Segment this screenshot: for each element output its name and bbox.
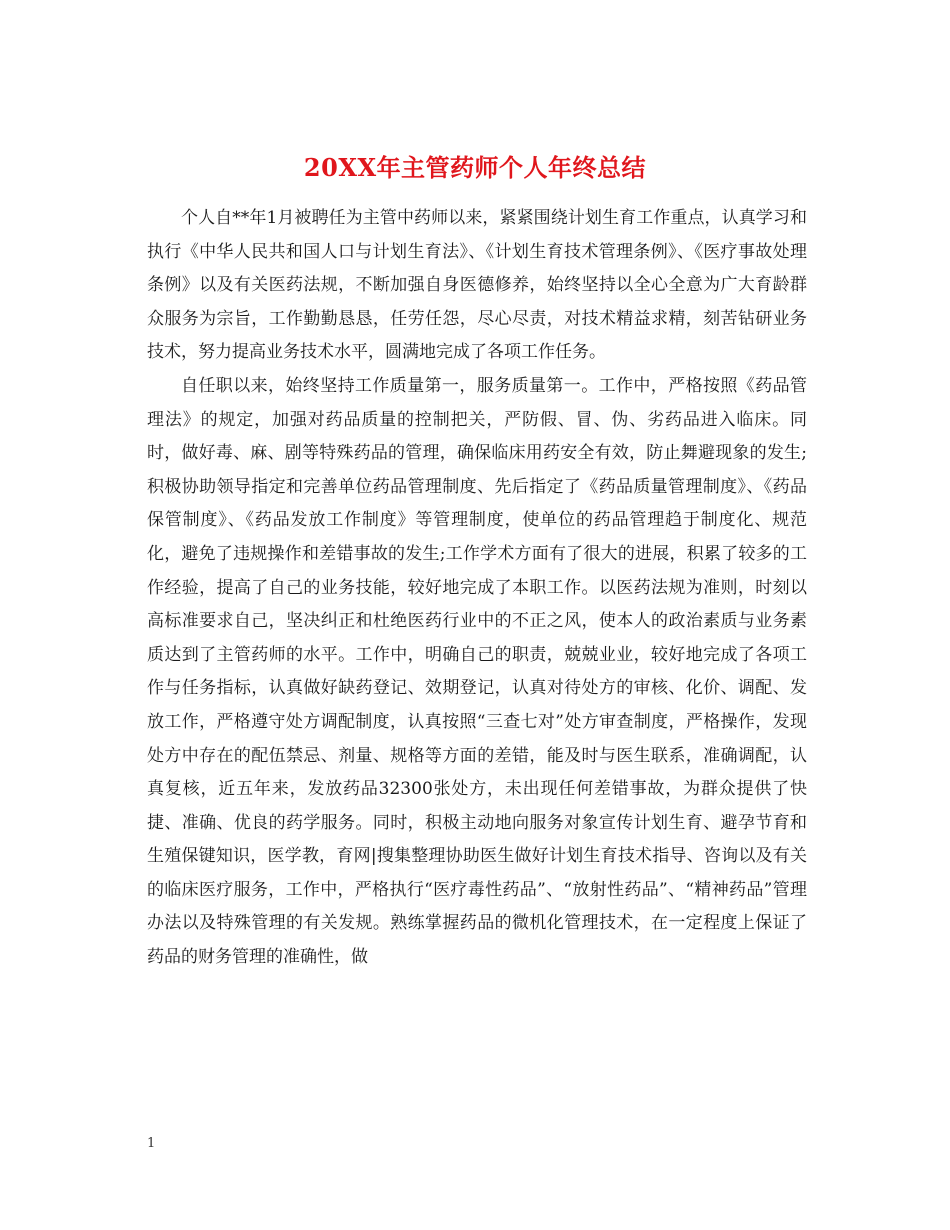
document-body bbox=[147, 202, 807, 975]
paragraph-2: 自任职以来，始终坚持工作质量第一，服务质量第一。工作中，严格按照《药品管理法》的规定，加强对药品质量的控制把关，严防假、冒、伪、劣药品进入临床。同时，做好毒、麻、剧等特殊药品的管理，确保临床用药安全有效，防止舞避现象的发生;积极协助领导指定和完善单位药品管理制度、先后指定了《药品质量管理制度》、《药品保管制度》、《药品发放工作制度》等管理制度，使单位的药品管理趋于制度化、规范化，避免了违规操作和差错事故的发生;工作学术方面有了很大的进展，积累了较多的工作经验，提高了自己的业务技能，较好地完成了本职工作。以医药法规为准则，时刻以高标准要求自己，坚决纠正和杜绝医药行业中的不正之风，使本人的政治素质与业务素质达到了主管药师的水平。工作中，明确自己的职责，兢兢业业，较好地完成了各项工作与任务指标，认真做好缺药登记、效期登记，认真对待处方的审核、化价、调配、发放工作，严格遵守处方调配制度，认真按照“三查七对”处方审查制度，严格操作，发现处方中存在的配伍禁忌、剂量、规格等方面的差错，能及时与医生联系，准确调配，认真复核，近五年来，发放药品32300张处方，未出现任何差错事故，为群众提供了快捷、准确、优良的药学服务。同时，积极主动地向服务对象宣传计划生育、避孕节育和生殖保键知识，医学教，育网|搜集整理协助医生做好计划生育技术指导、咨询以及有关的临床医疗服务，工作中，严格执行“医疗毒性药品”、“放射性药品”、“精神药品”管理办法以及特殊管理的有关发规。熟练掌握药品的微机化管理技术，在一定程度上保证了药品的财务管理的准确性，做 bbox=[147, 375, 807, 968]
page-number: 1 bbox=[147, 1136, 156, 1151]
document-title: 20XX年主管药师个人年终总结 bbox=[303, 153, 647, 183]
paragraph-1: 个人自**年1月被聘任为主管中药师以来，紧紧围绕计划生育工作重点，认真学习和执行《中华人民共和国人口与计划生育法》、《计划生育技术管理条例》、《医疗事故处理条例》以及有关医药法规，不断加强自身医德修养，始终坚持以全心全意为广大育龄群众服务为宗旨，工作勤勤恳恳，任劳任怨，尽心尽责，对技术精益求精，刻苦钻研业务技术，努力提高业务技术水平，圆满地完成了各项工作任务。 bbox=[147, 208, 807, 363]
